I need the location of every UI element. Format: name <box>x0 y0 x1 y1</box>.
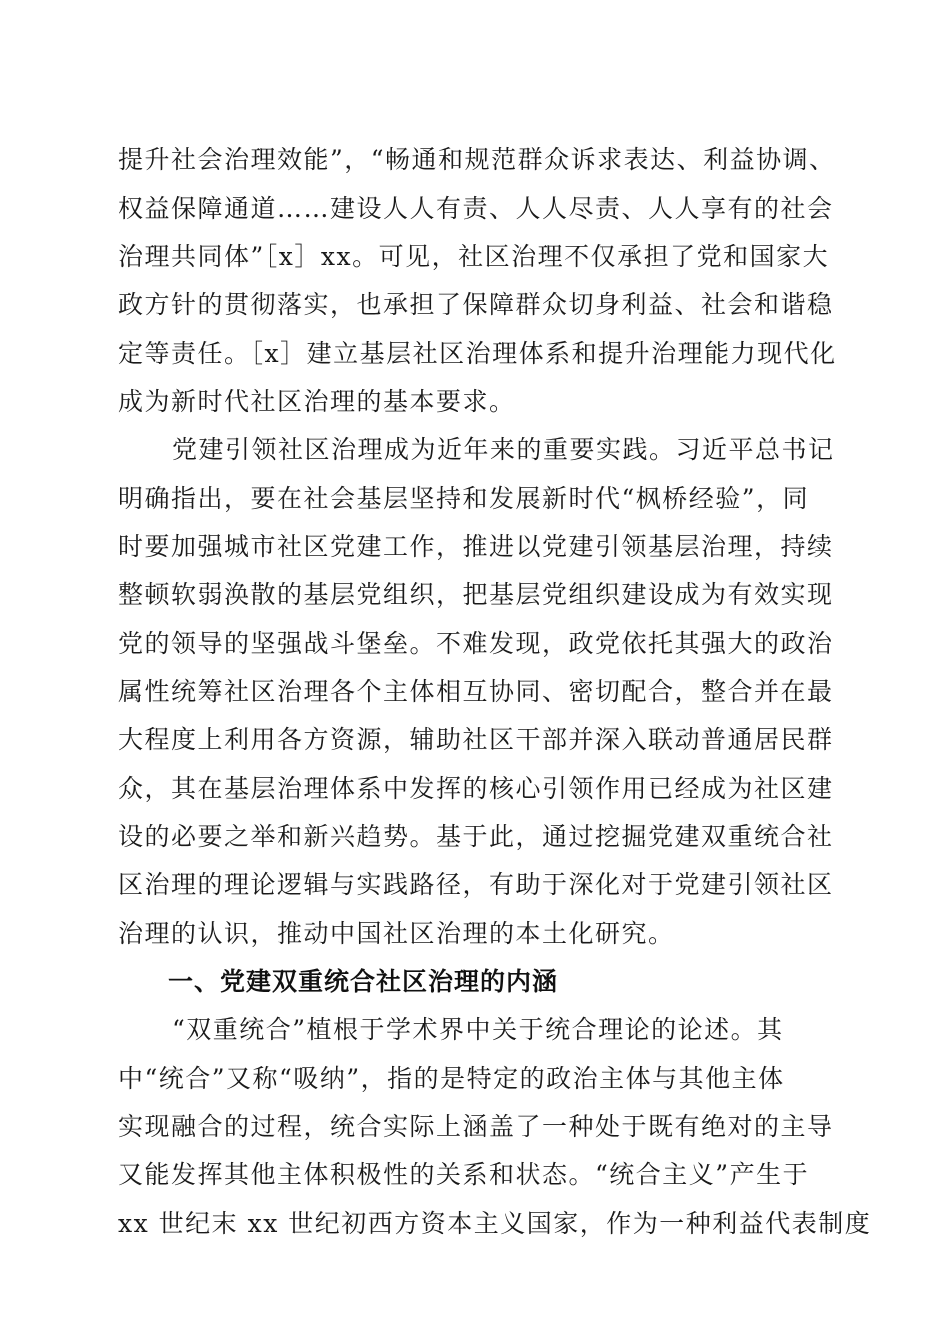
paragraph-line: 政方针的贯彻落实，也承担了保障群众切身利益、社会和谐稳 <box>118 290 834 319</box>
paragraph-line: 实现融合的过程，统合实际上涵盖了一种处于既有绝对的主导 <box>118 1112 834 1141</box>
paragraph-line: 定等责任。［x］建立基层社区治理体系和提升治理能力现代化 <box>118 339 837 368</box>
paragraph-line: 成为新时代社区治理的基本要求。 <box>118 387 516 416</box>
paragraph-line: 整顿软弱涣散的基层党组织，把基层党组织建设成为有效实现 <box>118 580 834 609</box>
paragraph-line: 提升社会治理效能”，“畅通和规范群众诉求表达、利益协调、 <box>118 145 836 174</box>
paragraph-line: 权益保障通道……建设人人有责、人人尽责、人人享有的社会 <box>118 194 834 223</box>
paragraph-line: 治理的认识，推动中国社区治理的本土化研究。 <box>118 919 675 948</box>
section-heading: 一、党建双重统合社区治理的内涵 <box>168 967 559 996</box>
paragraph-line: 中“统合”又称“吸纳”，指的是特定的政治主体与其他主体 <box>118 1064 785 1093</box>
paragraph-line: 时要加强城市社区党建工作，推进以党建引领基层治理，持续 <box>118 532 834 561</box>
paragraph-line: 党的领导的坚强战斗堡垒。不难发现，政党依托其强大的政治 <box>118 629 834 658</box>
paragraph-line: 属性统筹社区治理各个主体相互协同、密切配合，整合并在最 <box>118 677 834 706</box>
paragraph-line: 众，其在基层治理体系中发挥的核心引领作用已经成为社区建 <box>118 774 834 803</box>
paragraph-line: 设的必要之举和新兴趋势。基于此，通过挖掘党建双重统合社 <box>118 822 834 851</box>
paragraph-line: “双重统合”植根于学术界中关于统合理论的论述。其 <box>172 1015 784 1044</box>
paragraph-line: 区治理的理论逻辑与实践路径，有助于深化对于党建引领社区 <box>118 870 834 899</box>
paragraph-line: 明确指出，要在社会基层坚持和发展新时代“枫桥经验”，同 <box>118 484 810 513</box>
paragraph-line: 大程度上利用各方资源，辅助社区干部并深入联动普通居民群 <box>118 725 834 754</box>
paragraph-line: xx 世纪末 xx 世纪初西方资本主义国家，作为一种利益代表制度 <box>118 1209 872 1238</box>
paragraph-line: 治理共同体”［x］xx。可见，社区治理不仅承担了党和国家大 <box>118 242 830 271</box>
paragraph-line: 又能发挥其他主体积极性的关系和状态。“统合主义”产生于 <box>118 1160 810 1189</box>
paragraph-line: 党建引领社区治理成为近年来的重要实践。习近平总书记 <box>172 435 835 464</box>
